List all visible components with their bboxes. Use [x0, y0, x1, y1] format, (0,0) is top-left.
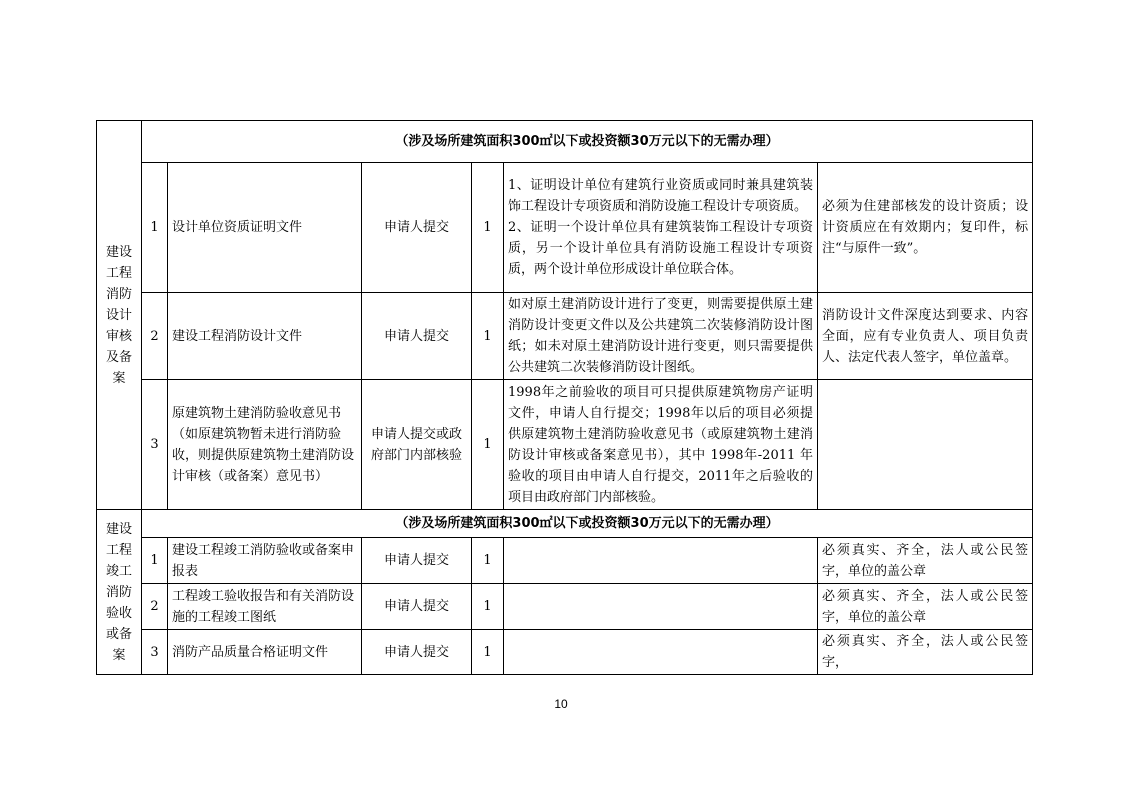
material-description — [504, 630, 818, 675]
table-row — [97, 293, 1033, 380]
copy-count: 1 — [472, 380, 504, 510]
material-source: 申请人提交 — [362, 584, 472, 630]
copy-count: 1 — [472, 163, 504, 293]
material-source: 申请人提交 — [362, 293, 472, 380]
material-requirement: 必须真实、齐全，法人或公民签字，单位的盖公章 — [818, 584, 1033, 630]
material-description: 如对原土建消防设计进行了变更，则需要提供原土建消防设计变更文件以及公共建筑二次装修消防设计图纸；如未对原土建消防设计进行变更，则只需要提供公共建筑二次装修消防设计图纸。 — [504, 293, 818, 380]
material-requirement — [818, 380, 1033, 510]
material-description — [504, 584, 818, 630]
material-description — [504, 163, 818, 293]
copy-count: 1 — [472, 630, 504, 675]
material-name: 建设工程竣工消防验收或备案申报表 — [168, 538, 362, 584]
table-row — [97, 163, 1033, 293]
row-number: 3 — [142, 380, 168, 510]
material-description — [504, 538, 818, 584]
description-item-1: 1、证明设计单位有建筑行业资质或同时兼具建筑装饰工程设计专项资质和消防设施工程设计专项资质。 2、证明一个设计单位具有建筑装饰工程设计专项资质，另一个设计单位具有消防设施工程设计专项资质，两个设计单位形成设计单位联合体。 — [508, 178, 813, 277]
material-requirement: 必须为住建部核发的设计资质；设计资质应在有效期内；复印件，标注“与原件一致”。 — [818, 163, 1033, 293]
table-row — [97, 584, 1033, 630]
material-name: 设计单位资质证明文件 — [168, 163, 362, 293]
page-number: 10 — [554, 697, 568, 711]
copy-count: 1 — [472, 538, 504, 584]
material-source: 申请人提交 — [362, 163, 472, 293]
row-number: 1 — [142, 163, 168, 293]
copy-count: 1 — [472, 584, 504, 630]
section-note: （涉及场所建筑面积300㎡以下或投资额30万元以下的无需办理） — [142, 121, 1033, 163]
category-cell: 建设工程竣工消防验收或备案 — [97, 510, 142, 675]
row-number: 2 — [142, 293, 168, 380]
material-requirement: 必须真实、齐全，法人或公民签字， — [818, 630, 1033, 675]
material-name: 建设工程消防设计文件 — [168, 293, 362, 380]
material-name: 工程竣工验收报告和有关消防设施的工程竣工图纸 — [168, 584, 362, 630]
section-header-row — [97, 121, 1033, 163]
section-note: （涉及场所建筑面积300㎡以下或投资额30万元以下的无需办理） — [142, 510, 1033, 538]
material-source: 申请人提交 — [362, 630, 472, 675]
row-number: 2 — [142, 584, 168, 630]
material-source: 申请人提交 — [362, 538, 472, 584]
section-header-row — [97, 510, 1033, 538]
row-number: 1 — [142, 538, 168, 584]
copy-count: 1 — [472, 293, 504, 380]
table-row — [97, 538, 1033, 584]
material-requirement: 消防设计文件深度达到要求、内容全面，应有专业负责人、项目负责人、法定代表人签字，单位盖章。 — [818, 293, 1033, 380]
materials-table — [96, 120, 1033, 675]
table-row — [97, 630, 1033, 675]
material-requirement: 必须真实、齐全，法人或公民签字，单位的盖公章 — [818, 538, 1033, 584]
material-source: 申请人提交或政府部门内部核验 — [362, 380, 472, 510]
table-row — [97, 380, 1033, 510]
material-name: 原建筑物土建消防验收意见书（如原建筑物暂未进行消防验收，则提供原建筑物土建消防设计审核（或备案）意见书） — [168, 380, 362, 510]
row-number: 3 — [142, 630, 168, 675]
material-description: 1998年之前验收的项目可只提供原建筑物房产证明文件，申请人自行提交；1998年以后的项目必须提供原建筑物土建消防验收意见书（或原建筑物土建消防设计审核或备案意见书），其中 1998年-2011 年验收的项目由申请人自行提交，2011年之后验收的项目由政府部门内部核验。 — [504, 380, 818, 510]
material-name: 消防产品质量合格证明文件 — [168, 630, 362, 675]
category-cell: 建设工程消防设计审核及备案 — [97, 121, 142, 510]
